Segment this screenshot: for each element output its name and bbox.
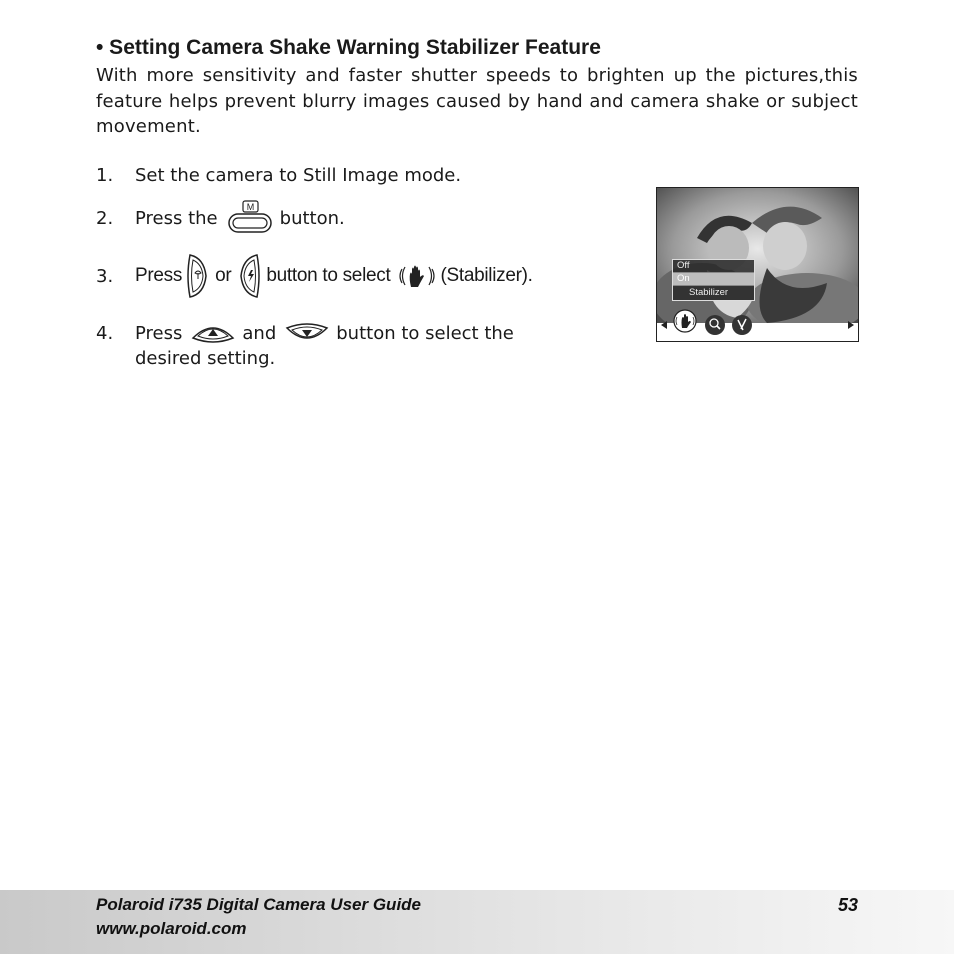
step-text: Press [135,322,183,344]
up-button-icon [190,320,236,346]
step-2 [96,200,345,236]
step-text: Set the camera to Still Image mode. [135,165,462,186]
intro-paragraph: With more sensitivity and faster shutter speeds to brighten up the pictures,this feature helps prevent blurry images caused by hand and camera shake or subject movement. [96,65,858,137]
step-number: 1. [96,165,114,186]
step-text: Press the [135,207,218,229]
footer-title: Polaroid i735 Digital Camera User Guide [96,895,422,914]
step-text-mid: or [215,265,232,286]
menu-label: Stabilizer [673,286,754,300]
menu-button-icon [224,200,276,236]
stabilizer-menu [672,259,755,301]
step-number: 3. [96,265,114,287]
down-button-icon [284,320,330,346]
step-3 [96,252,533,300]
stabilizer-icon [674,310,696,332]
step-number: 2. [96,207,114,229]
step-text-after: button to select [266,265,391,286]
menu-option-off[interactable]: Off [673,260,754,273]
step-text-after: button to select the [336,322,514,344]
screen-icon-bar [657,309,858,341]
step-text: Press [135,265,183,286]
children-photo [657,188,858,323]
step-4 [96,320,514,346]
menu-option-on[interactable]: On [673,273,754,286]
page-footer [0,890,954,954]
step-number: 4. [96,322,114,344]
step-4-continuation: desired setting. [135,348,276,369]
step-text-after: button. [279,207,345,229]
step-text-end: (Stabilizer). [440,265,533,286]
magnifier-icon [705,315,725,335]
camera-lcd-screenshot [656,187,859,342]
tools-icon [732,315,752,335]
step-text-mid: and [242,322,277,344]
section-heading: • Setting Camera Shake Warning Stabilizer Feature [96,36,601,59]
menu-letter: M [246,202,254,212]
footer-url[interactable]: www.polaroid.com [96,919,247,938]
macro-button-icon [184,252,210,300]
flash-button-icon [237,252,263,300]
stabilizer-hand-icon [396,261,438,291]
step-1 [96,165,461,186]
page-number: 53 [837,895,858,915]
